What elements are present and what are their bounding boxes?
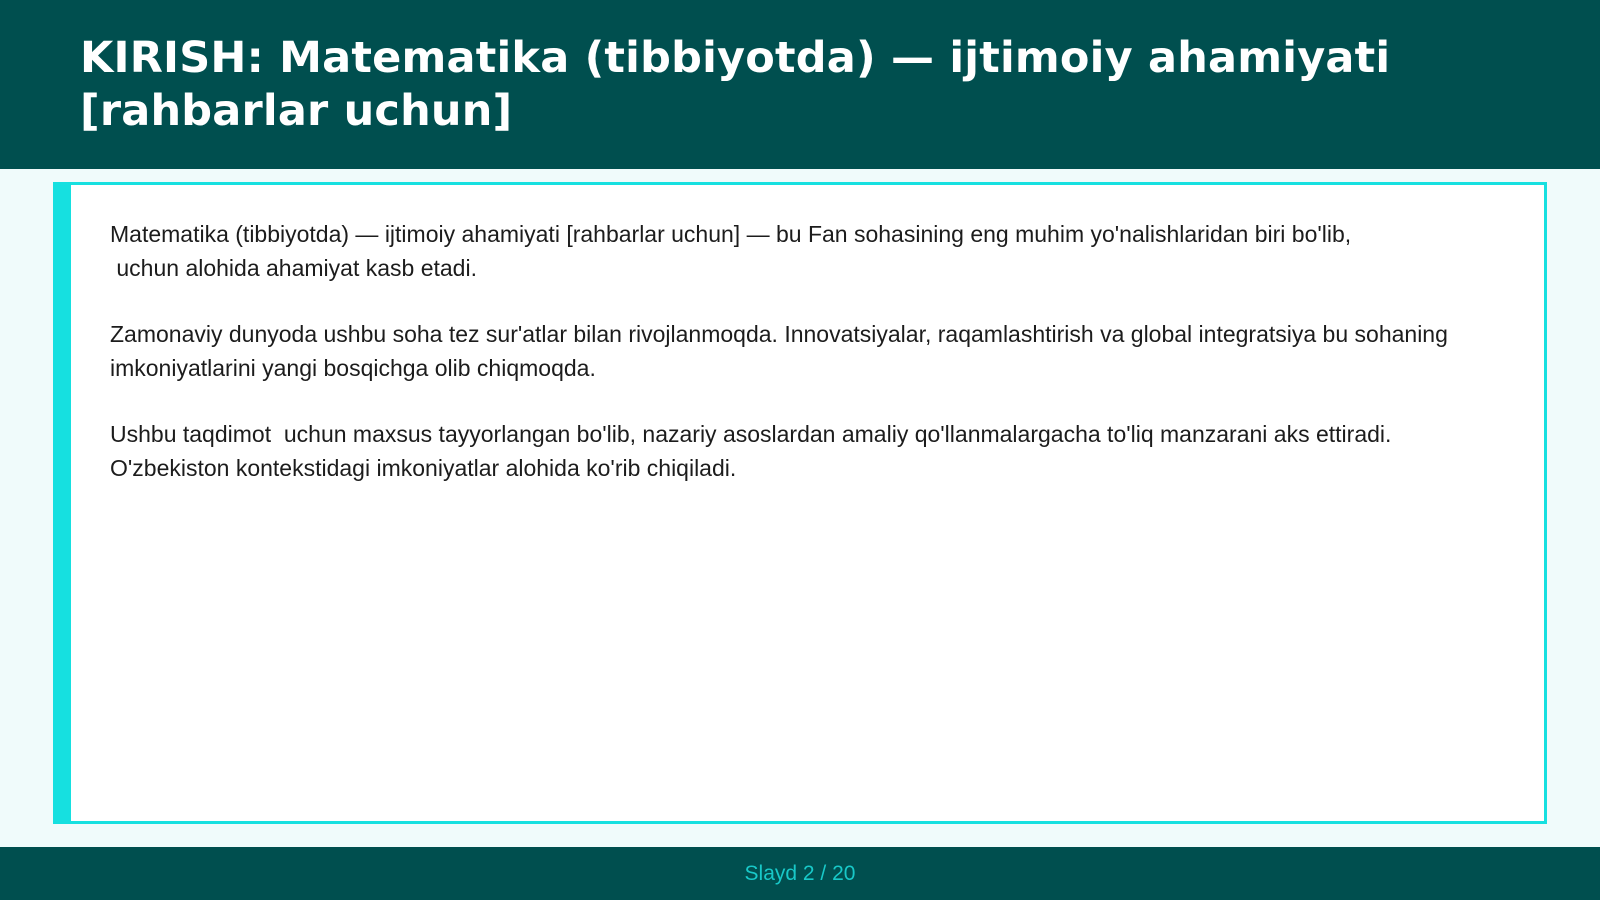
modern-world-paragraph: Zamonaviy dunyoda ushbu soha tez sur'atlar bilan rivojlanmoqda. Innovatsiyalar, raqamlashtirish va global integratsiya bu sohaning imkoniyatlarini yangi bosqichga olib chiqmoqda. <box>110 321 1455 381</box>
slide-header <box>0 0 1600 169</box>
slide-footer <box>0 847 1600 900</box>
content-box <box>53 182 1547 824</box>
intro-paragraph: Matematika (tibbiyotda) — ijtimoiy ahamiyati [rahbarlar uchun] — bu Fan sohasining eng muhim yo'nalishlaridan biri bo'lib, uchun alohida ahamiyat kasb etadi. <box>110 221 1352 281</box>
slide-title: KIRISH: Matematika (tibbiyotda) — ijtimoiy ahamiyati [rahbarlar uchun] <box>80 33 1391 136</box>
slide-counter: Slayd 2 / 20 <box>744 861 856 885</box>
presentation-purpose-paragraph: Ushbu taqdimot uchun maxsus tayyorlangan bo'lib, nazariy asoslardan amaliy qo'llanmalargacha to'liq manzarani aks ettiradi. O'zbekiston kontekstidagi imkoniyatlar alohida ko'rib chiqiladi. <box>110 421 1398 481</box>
